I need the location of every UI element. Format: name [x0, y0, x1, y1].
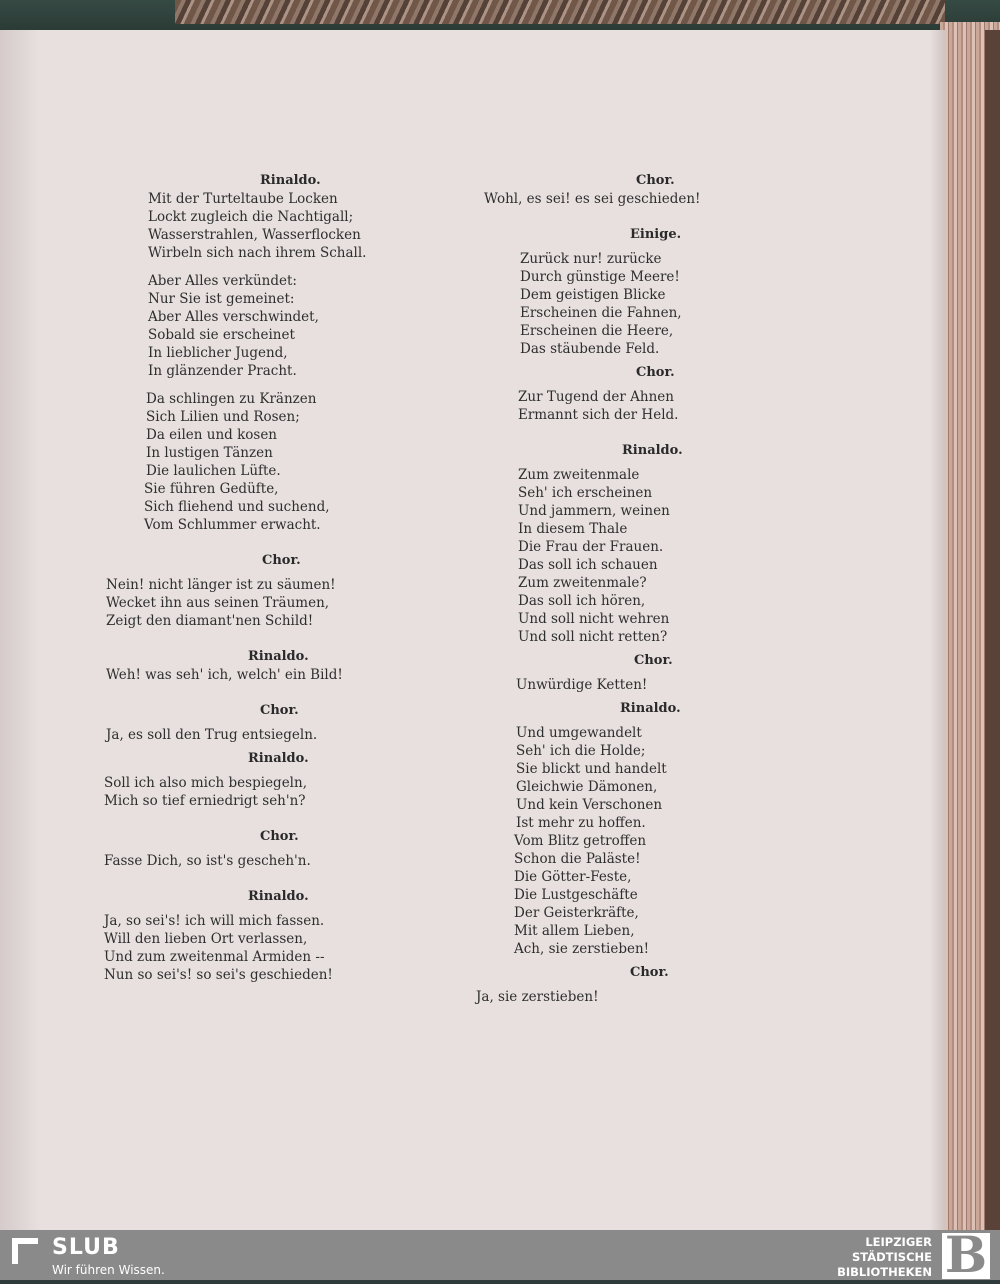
verse-line: Und soll nicht retten?	[518, 629, 668, 645]
verse-line: Die Frau der Frauen.	[518, 539, 664, 555]
verse-line: Wecket ihn aus seinen Träumen,	[106, 595, 330, 611]
verse-line: Und zum zweitenmal Armiden --	[104, 949, 325, 965]
verse-line: Wirbeln sich nach ihrem Schall.	[148, 245, 367, 261]
verse-line: Dem geistigen Blicke	[520, 287, 666, 303]
verse-line: Nur Sie ist gemeinet:	[148, 291, 295, 307]
page-edges-shadow	[985, 30, 1000, 1230]
verse-line: Lockt zugleich die Nachtigall;	[148, 209, 354, 225]
verse-line: Weh! was seh' ich, welch' ein Bild!	[106, 667, 343, 683]
section-gap	[100, 630, 480, 648]
verse-line: Will den lieben Ort verlassen,	[104, 931, 308, 947]
verse-line: Seh' ich erscheinen	[518, 485, 653, 501]
verse-line: Fasse Dich, so ist's gescheh'n.	[104, 853, 311, 869]
verse-line: Aber Alles verschwindet,	[148, 309, 319, 325]
verse-line: Mit der Turteltaube Locken	[148, 191, 338, 207]
verse-line: Sobald sie erscheinet	[148, 327, 295, 343]
speaker-name: Chor.	[634, 653, 673, 668]
verse-line: Die Götter-Feste,	[514, 869, 632, 885]
verse-line: In lustigen Tänzen	[146, 445, 273, 461]
verse-line: Ermannt sich der Held.	[518, 407, 679, 423]
library-logo-letter: B	[944, 1225, 988, 1284]
speaker-name: Chor.	[630, 965, 669, 980]
verse-line: Da eilen und kosen	[146, 427, 278, 443]
library-name-line3: BIBLIOTHEKEN	[837, 1265, 932, 1279]
verse-line: Mit allem Lieben,	[514, 923, 635, 939]
verse-line: In glänzender Pracht.	[148, 363, 297, 379]
verse-line: Wasserstrahlen, Wasserflocken	[148, 227, 361, 243]
verse-line: Der Geisterkräfte,	[514, 905, 639, 921]
verse-line: Die Lustgeschäfte	[514, 887, 638, 903]
verse-line: Unwürdige Ketten!	[516, 677, 648, 693]
slub-logo-icon[interactable]	[12, 1238, 38, 1264]
library-logo-icon[interactable]	[942, 1225, 990, 1284]
verse-line: Sie blickt und handelt	[516, 761, 667, 777]
speaker-name: Rinaldo.	[260, 173, 321, 188]
speaker-name: Rinaldo.	[248, 751, 309, 766]
page-fold-shadow	[930, 30, 945, 1230]
verse-line: In diesem Thale	[518, 521, 628, 537]
speaker-name: Einige.	[630, 227, 682, 242]
verse-line: Sich Lilien und Rosen;	[146, 409, 300, 425]
speaker-name: Chor.	[262, 553, 301, 568]
speaker-name: Chor.	[636, 173, 675, 188]
speaker-name: Rinaldo.	[622, 443, 683, 458]
footer-bar	[0, 1225, 1000, 1284]
verse-line: Mich so tief erniedrigt seh'n?	[104, 793, 306, 809]
verse-line: Durch günstige Meere!	[520, 269, 680, 285]
verse-line: Wohl, es sei! es sei geschieden!	[484, 191, 701, 207]
verse-line: Zeigt den diamant'nen Schild!	[106, 613, 314, 629]
verse-line: Aber Alles verkündet:	[148, 273, 297, 289]
verse-line: Das soll ich hören,	[518, 593, 646, 609]
speaker-name: Rinaldo.	[248, 649, 309, 664]
slub-tagline: Wir führen Wissen.	[52, 1263, 165, 1277]
verse-line: Die laulichen Lüfte.	[146, 463, 281, 479]
right-text-column	[476, 172, 916, 1006]
stanza-gap	[100, 380, 480, 390]
verse-line: Da schlingen zu Kränzen	[146, 391, 317, 407]
verse-line: Schon die Paläste!	[514, 851, 641, 867]
speaker-name: Chor.	[260, 829, 299, 844]
speaker-name: Rinaldo.	[620, 701, 681, 716]
speaker-name: Rinaldo.	[248, 889, 309, 904]
verse-line: Und jammern, weinen	[518, 503, 670, 519]
section-gap	[100, 684, 480, 702]
verse-line: Ist mehr zu hoffen.	[516, 815, 646, 831]
verse-line: Ach, sie zerstieben!	[514, 941, 650, 957]
library-name-line2: STÄDTISCHE	[851, 1250, 932, 1264]
verse-line: Erscheinen die Heere,	[520, 323, 674, 339]
section-gap	[476, 424, 916, 442]
verse-line: Nun so sei's! so sei's geschieden!	[104, 967, 333, 983]
verse-line: Zum zweitenmale?	[518, 575, 647, 591]
verse-line: Ja, sie zerstieben!	[476, 989, 599, 1005]
stanza-gap	[100, 262, 480, 272]
library-name-line1: LEIPZIGER	[865, 1235, 932, 1249]
section-gap	[100, 870, 480, 888]
verse-line: Sich fliehend und suchend,	[144, 499, 330, 515]
verse-line: Das stäubende Feld.	[520, 341, 660, 357]
verse-line: Und kein Verschonen	[516, 797, 663, 813]
slub-name[interactable]: SLUB	[52, 1235, 120, 1260]
speaker-name: Chor.	[260, 703, 299, 718]
verse-line: Zurück nur! zurücke	[520, 251, 662, 267]
verse-line: Zur Tugend der Ahnen	[518, 389, 674, 405]
verse-line: Nein! nicht länger ist zu säumen!	[106, 577, 336, 593]
section-gap	[476, 208, 916, 226]
verse-line: Vom Schlummer erwacht.	[144, 517, 321, 533]
marbled-cover-edge	[175, 0, 945, 24]
verse-line: Ja, es soll den Trug entsiegeln.	[106, 727, 318, 743]
section-gap	[100, 534, 480, 552]
verse-line: Seh' ich die Holde;	[516, 743, 646, 759]
verse-line: Soll ich also mich bespiegeln,	[104, 775, 307, 791]
speaker-name: Chor.	[636, 365, 675, 380]
verse-line: Vom Blitz getroffen	[514, 833, 647, 849]
verse-line: Und umgewandelt	[516, 725, 642, 741]
verse-line: Das soll ich schauen	[518, 557, 658, 573]
verse-line: Ja, so sei's! ich will mich fassen.	[104, 913, 325, 929]
library-name[interactable]	[772, 1235, 932, 1280]
left-text-column	[100, 172, 480, 984]
verse-line: Gleichwie Dämonen,	[516, 779, 658, 795]
verse-line: Zum zweitenmale	[518, 467, 640, 483]
section-gap	[100, 810, 480, 828]
verse-line: In lieblicher Jugend,	[148, 345, 288, 361]
verse-line: Und soll nicht wehren	[518, 611, 670, 627]
verse-line: Erscheinen die Fahnen,	[520, 305, 682, 321]
verse-line: Sie führen Gedüfte,	[144, 481, 279, 497]
